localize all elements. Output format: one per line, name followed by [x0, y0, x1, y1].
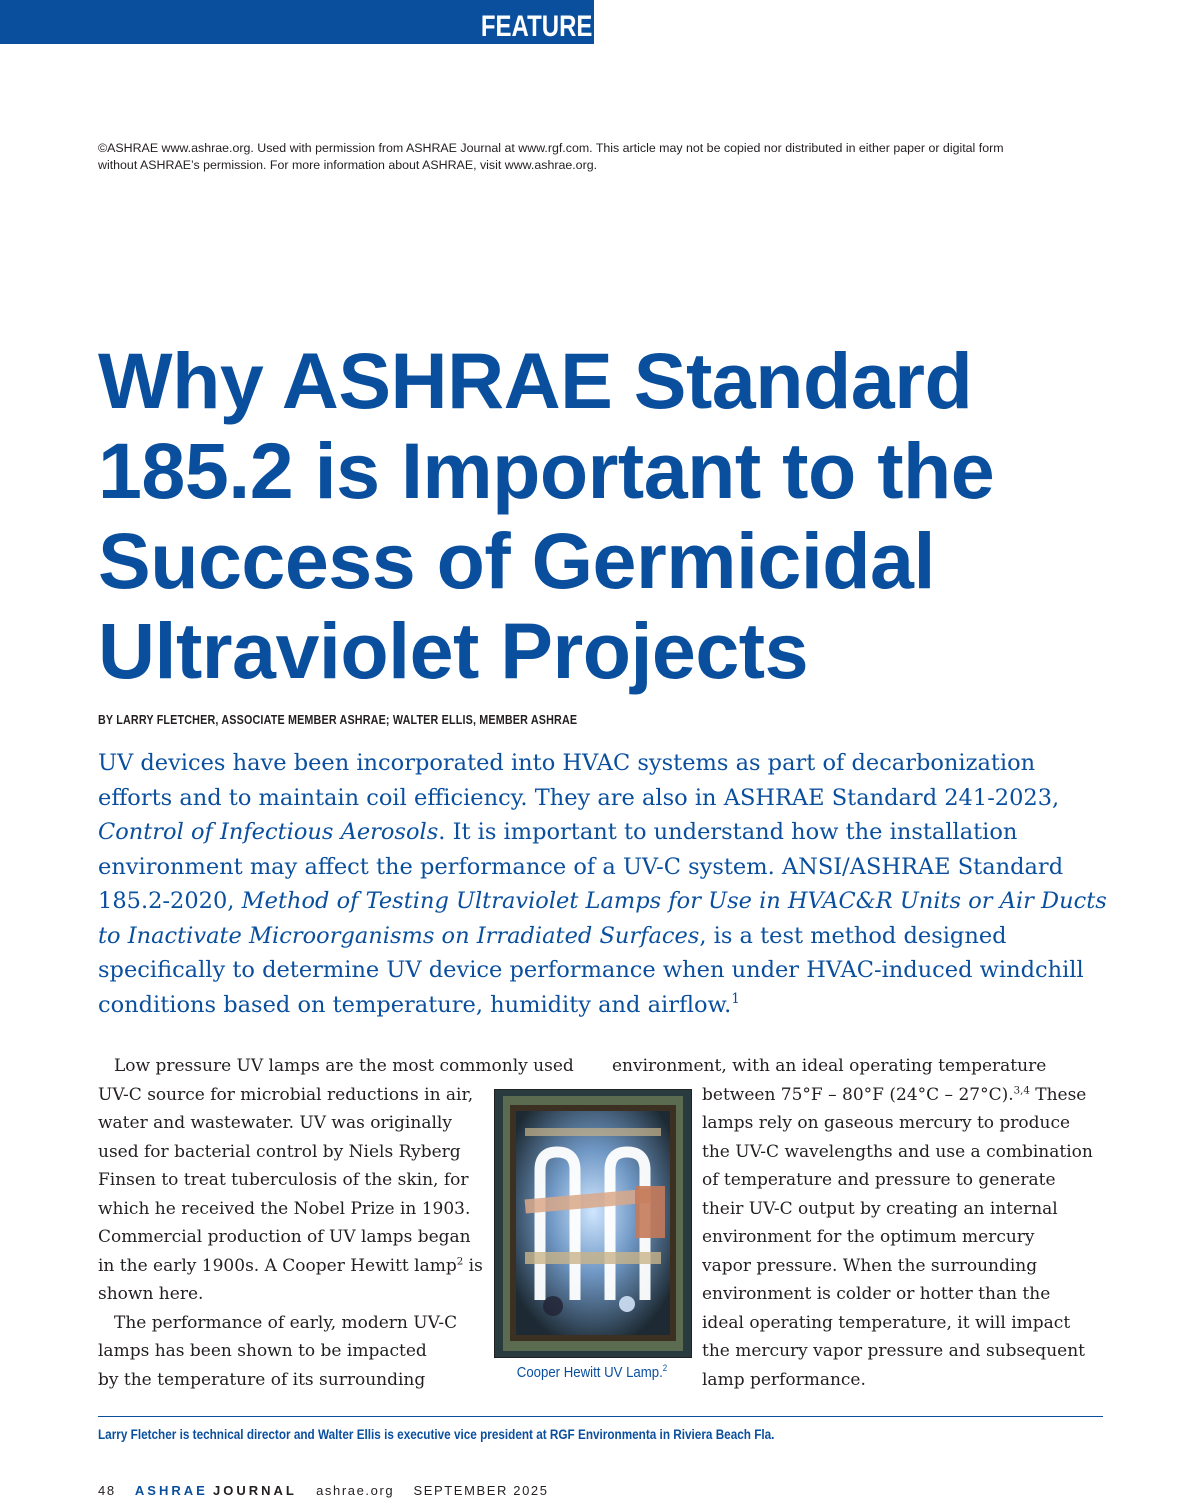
copyright-notice [98, 140, 1108, 174]
body-text: in the early 1900s. A Cooper Hewitt lamp [98, 1255, 457, 1276]
footnote-ref: 3,4 [1013, 1084, 1030, 1096]
abstract-text: . It is important to understand how the installation environment may affect the performance of a UV-C system. ANSI/ASHRAE Standard 185.2-2020, [98, 819, 1064, 914]
body-line: environment, with an ideal operating temperature [612, 1056, 1047, 1076]
caption-text: Cooper Hewitt UV Lamp. [516, 1364, 663, 1381]
body-line: Finsen to treat tuberculosis of the skin, for [98, 1170, 469, 1190]
body-line: lamps has been shown to be impacted [98, 1341, 427, 1361]
body-line: vapor pressure. When the surrounding [702, 1255, 1038, 1276]
title-line: Why ASHRAE Standard [98, 336, 973, 425]
abstract-text: UV devices have been incorporated into HVAC systems as part of decarbonization efforts and to maintain coil efficiency. They are also in ASHRAE Standard 241-2023, [98, 750, 1060, 811]
uv-lamp-photo [494, 1089, 692, 1358]
abstract-text: , is a test method designed specifically to determine UV device performance when under HVAC-induced windchill conditions based on temperature, humidity and airflow. [98, 922, 1084, 1018]
author-note: Larry Fletcher is technical director and Walter Ellis is executive vice president at RGF Environmenta in Riviera Beach Fla. [98, 1427, 775, 1442]
standard-title-241: Control of Infectious Aerosols [98, 819, 439, 845]
page-number: 48 [98, 1483, 116, 1498]
body-line: environment is colder or hotter than the [702, 1284, 1051, 1304]
footnote-ref: 2 [662, 1363, 668, 1374]
body-line: water and wastewater. UV was originally [98, 1113, 452, 1133]
website: ashrae.org [316, 1483, 395, 1498]
body-line: used for bacterial control by Niels Ryberg [98, 1141, 461, 1162]
section-banner [0, 0, 594, 44]
body-line: Commercial production of UV lamps began [98, 1227, 471, 1247]
footnote-ref: 2 [456, 1255, 464, 1267]
body-line: which he received the Nobel Prize in 1903. [98, 1198, 471, 1219]
body-text: is [463, 1255, 483, 1276]
body-line: the mercury vapor pressure and subsequent [702, 1341, 1085, 1361]
body-line: ideal operating temperature, it will impact [702, 1312, 1071, 1333]
byline: BY LARRY FLETCHER, ASSOCIATE MEMBER ASHRAE; WALTER ELLIS, MEMBER ASHRAE [98, 713, 578, 727]
figure-caption [506, 1364, 678, 1381]
divider [98, 1416, 1103, 1417]
body-line: environment for the optimum mercury [702, 1227, 1035, 1247]
body-line: the UV-C wavelengths and use a combination [702, 1141, 1093, 1162]
title-line: Success of Germicidal [98, 516, 935, 605]
body-line: by the temperature of its surrounding [98, 1369, 426, 1390]
body-line: The performance of early, modern UV-C [114, 1312, 458, 1333]
body-line: shown here. [98, 1284, 204, 1304]
journal-name-ashrae: ASHRAE [134, 1483, 208, 1498]
body-line: of temperature and pressure to generate [702, 1170, 1056, 1190]
copyright-line: ©ASHRAE www.ashrae.org. Used with permission from ASHRAE Journal at www.rgf.com. This article may not be copied nor distributed in either paper or digital form [98, 141, 1004, 155]
standard-title-185: Method of Testing Ultraviolet Lamps for Use in HVAC&R Units or Air Ducts to Inactivate Microorganisms on Irradiated Surfaces [98, 888, 1107, 949]
article-title [98, 336, 1118, 696]
copyright-line: without ASHRAE’s permission. For more information about ASHRAE, visit www.ashrae.org. [98, 158, 598, 172]
issue-date: SEPTEMBER 2025 [413, 1483, 549, 1498]
uv-lamp-illustration [495, 1090, 691, 1357]
body-line: lamps rely on gaseous mercury to produce [702, 1113, 1071, 1133]
body-line: Low pressure UV lamps are the most commonly used [114, 1056, 574, 1076]
body-line: lamp performance. [702, 1369, 866, 1390]
body-line: their UV-C output by creating an internal [702, 1198, 1058, 1219]
footnote-ref: 1 [731, 990, 740, 1007]
body-text: These [1029, 1084, 1087, 1105]
abstract [98, 746, 1108, 1022]
journal-name-journal: JOURNAL [213, 1483, 297, 1498]
body-text: between 75°F – 80°F (24°C – 27°C). [702, 1084, 1014, 1105]
section-label: FEATURE [480, 10, 592, 43]
title-line: 185.2 is Important to the [98, 426, 995, 515]
page-footer [98, 1483, 563, 1498]
title-line: Ultraviolet Projects [98, 606, 809, 695]
body-line: UV-C source for microbial reductions in air, [98, 1084, 474, 1105]
